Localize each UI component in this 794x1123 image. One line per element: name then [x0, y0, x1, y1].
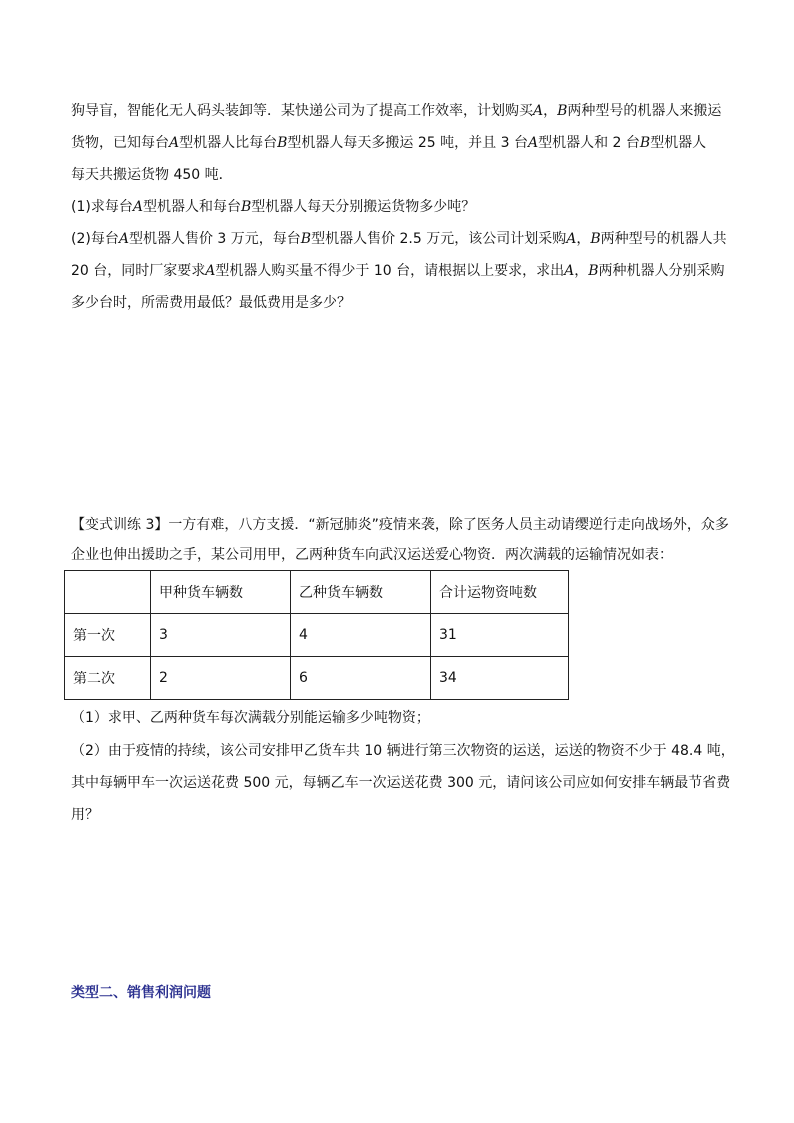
problem2-question-2-line-2: 其中每辆甲车一次运送花费 500 元，每辆乙车一次运送花费 300 元，请问该公司应如何安排车辆最节省费: [71, 775, 731, 791]
problem1-question-2-line-1: [71, 229, 727, 249]
variable-b: B: [240, 199, 252, 215]
table-row: [65, 657, 569, 700]
problem1-question-1: [71, 197, 475, 217]
problem1-line-2: [71, 133, 706, 153]
transport-table: [64, 570, 569, 700]
table-header-cell: 甲种货车辆数: [151, 571, 291, 614]
table-header-cell: [65, 571, 151, 614]
text-segment: (2)每台: [71, 231, 119, 247]
table-header-cell: 合计运物资吨数: [431, 571, 569, 614]
problem2-question-1: （1）求甲、乙两种货车每次满载分别能运输多少吨物资；: [71, 710, 430, 726]
text-segment: 型机器人: [650, 135, 707, 151]
problem2-line-1: 【变式训练 3】一方有难，八方支援．“新冠肺炎”疫情来袭，除了医务人员主动请缨逆行走向战场外，众多: [71, 517, 729, 533]
problem2-question-2-line-3: 用？: [71, 807, 99, 823]
problem2-line-2: 企业也伸出援助之手，某公司用甲，乙两种货车向武汉运送爱心物资．两次满载的运输情况如表：: [71, 547, 673, 563]
problem2-question-2-line-1: （2）由于疫情的持续，该公司安排甲乙货车共 10 辆进行第三次物资的运送，运送的物资不少于 48.4 吨，: [71, 743, 735, 759]
text-segment: (1)求每台: [71, 199, 133, 215]
text-segment: ，: [574, 263, 589, 279]
problem1-line-1: [71, 101, 721, 121]
variable-b: B: [277, 135, 288, 151]
text-segment: 型机器人和每台: [142, 199, 241, 215]
problem1-line-3: 每天共搬运货物 450 吨．: [71, 167, 233, 183]
table-cell: 2: [151, 657, 291, 700]
table-cell: 4: [291, 614, 431, 657]
variable-b: B: [557, 103, 568, 119]
variable-a: A: [564, 263, 575, 279]
text-segment: 两种型号的机器人共: [600, 231, 727, 247]
text-segment: ，: [543, 103, 558, 119]
variable-a: A: [566, 231, 577, 247]
text-segment: 型机器人每天分别搬运货物多少吨？: [251, 199, 476, 215]
text-segment: ，: [576, 231, 591, 247]
text-segment: 型机器人购买量不得少于 10 台，请根据以上要求，求出: [215, 263, 565, 279]
table-header-cell: 乙种货车辆数: [291, 571, 431, 614]
problem1-question-2-line-3: 多少台时，所需费用最低？最低费用是多少？: [71, 295, 351, 311]
table-cell: 6: [291, 657, 431, 700]
text-segment: 两种型号的机器人来搬运: [567, 103, 722, 119]
table-cell: 34: [431, 657, 569, 700]
text-segment: 型机器人比每台: [179, 135, 278, 151]
variable-a: A: [132, 199, 143, 215]
variable-b: B: [590, 231, 601, 247]
text-segment: 型机器人售价 3 万元，每台: [128, 231, 301, 247]
table-header-row: [65, 571, 569, 614]
variable-b: B: [639, 135, 651, 151]
table-cell: 3: [151, 614, 291, 657]
section-heading: 类型二、销售利润问题: [71, 985, 211, 1001]
table-cell: 第一次: [65, 614, 151, 657]
text-segment: 20 台，同时厂家要求: [71, 263, 206, 279]
text-segment: 货物，已知每台: [71, 135, 169, 151]
table-cell: 31: [431, 614, 569, 657]
variable-b: B: [300, 231, 312, 247]
text-segment: 型机器人售价 2.5 万元，该公司计划采购: [311, 231, 567, 247]
variable-a: A: [118, 231, 129, 247]
text-segment: 型机器人和 2 台: [538, 135, 640, 151]
variable-a: A: [533, 103, 544, 119]
text-segment: 型机器人每天多搬运 25 吨，并且 3 台: [287, 135, 528, 151]
variable-a: A: [527, 135, 539, 151]
variable-a: A: [205, 263, 216, 279]
variable-a: A: [169, 135, 180, 151]
text-segment: 两种机器人分别采购: [598, 263, 725, 279]
text-segment: 狗导盲，智能化无人码头装卸等．某快递公司为了提高工作效率，计划购买: [71, 103, 533, 119]
table-cell: 第二次: [65, 657, 151, 700]
variable-b: B: [588, 263, 599, 279]
problem1-question-2-line-2: [71, 261, 725, 281]
table-row: [65, 614, 569, 657]
